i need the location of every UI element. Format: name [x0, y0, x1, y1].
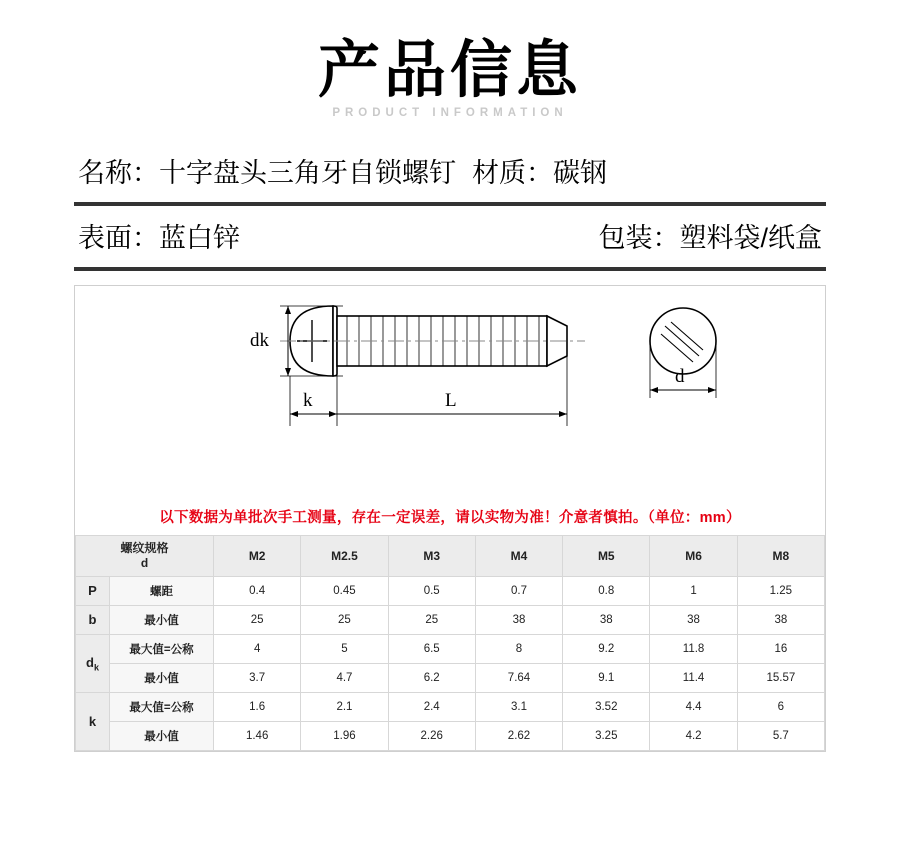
cell-dkmax-m8: 16 [737, 634, 824, 663]
size-header-m5: M5 [563, 535, 650, 576]
cell-kmax-m25: 2.1 [301, 692, 388, 721]
d-label: d [675, 365, 685, 387]
row-label-p: 螺距 [110, 576, 214, 605]
row-symbol-b: b [76, 605, 110, 634]
header-block [0, 0, 900, 119]
cell-kmin-m25: 1.96 [301, 721, 388, 750]
corner-header [76, 535, 214, 576]
k-label: k [303, 389, 313, 411]
size-header-m6: M6 [650, 535, 737, 576]
d-arrow-right [708, 387, 716, 393]
table-row [76, 634, 825, 663]
cell-b-m25: 25 [301, 605, 388, 634]
cell-dkmin-m8: 15.57 [737, 663, 824, 692]
package-value: 塑料袋/纸盒 [679, 222, 822, 253]
cell-kmax-m4: 3.1 [475, 692, 562, 721]
cell-dkmax-m5: 9.2 [563, 634, 650, 663]
surface-value: 蓝白锌 [159, 222, 240, 253]
cell-dkmin-m6: 11.4 [650, 663, 737, 692]
cell-kmax-m6: 4.4 [650, 692, 737, 721]
row-label-dk-max: 最大值=公称 [110, 634, 214, 663]
table-row [76, 663, 825, 692]
material-label: 材质： [472, 157, 553, 188]
info-row-name [74, 145, 826, 200]
dk-label: dk [250, 329, 269, 351]
cell-p-m4: 0.7 [475, 576, 562, 605]
cell-dkmax-m3: 6.5 [388, 634, 475, 663]
row-label-k-max: 最大值=公称 [110, 692, 214, 721]
info-row-surface [74, 210, 826, 265]
cell-kmax-m2: 1.6 [214, 692, 301, 721]
cell-b-m8: 38 [737, 605, 824, 634]
dk-arrow-bottom [285, 368, 291, 376]
material-value: 碳钢 [553, 157, 607, 188]
cell-dkmin-m25: 4.7 [301, 663, 388, 692]
measurement-note: 以下数据为单批次手工测量，存在一定误差，请以实物为准！介意者慎拍。（单位：mm） [159, 509, 741, 526]
cell-p-m5: 0.8 [563, 576, 650, 605]
cell-kmin-m2: 1.46 [214, 721, 301, 750]
corner-header-line2: d [140, 555, 149, 570]
table-header-row [76, 535, 825, 576]
cell-dkmin-m4: 7.64 [475, 663, 562, 692]
cell-dkmin-m2: 3.7 [214, 663, 301, 692]
divider-bottom [74, 267, 826, 271]
cell-p-m6: 1 [650, 576, 737, 605]
row-label-k-min: 最小值 [110, 721, 214, 750]
cell-p-m8: 1.25 [737, 576, 824, 605]
cell-kmax-m3: 2.4 [388, 692, 475, 721]
size-header-m3: M3 [388, 535, 475, 576]
package-pair [598, 216, 822, 255]
corner-header-line1: 螺纹规格 [120, 540, 169, 555]
cell-dkmax-m2: 4 [214, 634, 301, 663]
row-symbol-dk: $d_k$ [76, 634, 110, 692]
row-label-dk-min: 最小值 [110, 663, 214, 692]
cell-kmin-m4: 2.62 [475, 721, 562, 750]
size-header-m25: M2.5 [301, 535, 388, 576]
table-row [76, 605, 825, 634]
cell-kmin-m8: 5.7 [737, 721, 824, 750]
screw-drawing [75, 286, 825, 496]
table-row [76, 576, 825, 605]
screw-drawing-svg [75, 286, 825, 496]
surface-label: 表面： [78, 222, 159, 253]
k-arrow-right [329, 411, 337, 417]
cell-kmax-m8: 6 [737, 692, 824, 721]
spec-table [75, 535, 825, 751]
cell-dkmax-m6: 11.8 [650, 634, 737, 663]
size-header-m2: M2 [214, 535, 301, 576]
divider-top [74, 202, 826, 206]
row-label-b: 最小值 [110, 605, 214, 634]
cell-p-m3: 0.5 [388, 576, 475, 605]
cell-b-m6: 38 [650, 605, 737, 634]
page-title: 产品信息 [317, 36, 582, 105]
table-row [76, 692, 825, 721]
cell-b-m5: 38 [563, 605, 650, 634]
cell-b-m4: 38 [475, 605, 562, 634]
page-subtitle: PRODUCT INFORMATION [332, 106, 568, 119]
spec-table-head [76, 535, 825, 576]
name-value: 十字盘头三角牙自锁螺钉 [159, 157, 456, 188]
l-label: L [445, 389, 457, 411]
spec-panel [74, 285, 826, 752]
cell-kmin-m3: 2.26 [388, 721, 475, 750]
cell-b-m2: 25 [214, 605, 301, 634]
cell-kmin-m5: 3.25 [563, 721, 650, 750]
cell-dkmax-m4: 8 [475, 634, 562, 663]
cell-p-m25: 0.45 [301, 576, 388, 605]
cell-p-m2: 0.4 [214, 576, 301, 605]
info-section [74, 145, 826, 271]
row-symbol-p: P [76, 576, 110, 605]
cell-dkmin-m3: 6.2 [388, 663, 475, 692]
row-symbol-k: k [76, 692, 110, 750]
size-header-m8: M8 [737, 535, 824, 576]
dk-arrow-top [285, 306, 291, 314]
l-arrow-right [559, 411, 567, 417]
cell-kmin-m6: 4.2 [650, 721, 737, 750]
cell-dkmin-m5: 9.1 [563, 663, 650, 692]
surface-pair [78, 216, 240, 255]
cell-b-m3: 25 [388, 605, 475, 634]
name-label: 名称： [78, 157, 159, 188]
cell-kmax-m5: 3.52 [563, 692, 650, 721]
table-row [76, 721, 825, 750]
cell-dkmax-m25: 5 [301, 634, 388, 663]
k-arrow-left [290, 411, 298, 417]
package-label: 包装： [598, 222, 680, 253]
end-view-circle [650, 308, 716, 374]
d-arrow-left [650, 387, 658, 393]
size-header-m4: M4 [475, 535, 562, 576]
spec-table-body [76, 576, 825, 750]
